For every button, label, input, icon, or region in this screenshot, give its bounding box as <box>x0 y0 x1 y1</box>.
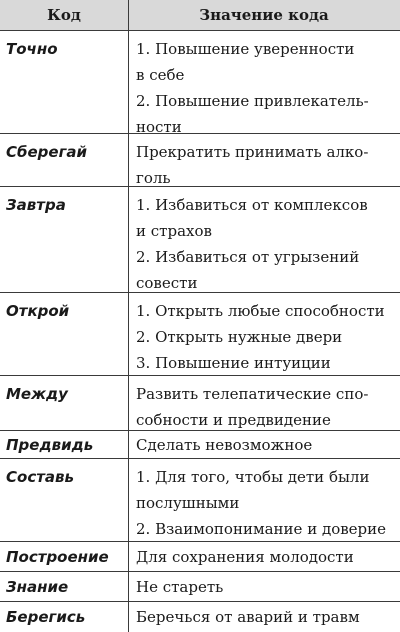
table-row <box>0 431 400 459</box>
table-row <box>0 31 400 134</box>
header-code: Код <box>47 6 81 24</box>
table-row <box>0 572 400 602</box>
table-row <box>0 459 400 542</box>
row-value: Развить телепатические спо- собности и предвидение <box>136 385 369 429</box>
table-header <box>0 0 400 31</box>
row-code: Составь <box>6 468 74 486</box>
row-code: Между <box>6 385 68 403</box>
row-code: Точно <box>6 40 58 58</box>
row-value: 1. Для того, чтобы дети были послушными 2. Взаимопонимание и доверие <box>136 468 387 538</box>
table-row <box>0 376 400 431</box>
row-code: Построение <box>6 548 109 566</box>
row-value: 1. Открыть любые способности 2. Открыть нужные двери 3. Повышение интуиции <box>136 302 385 372</box>
table-row <box>0 542 400 572</box>
row-code: Знание <box>6 578 69 596</box>
row-code: Берегись <box>6 608 86 626</box>
row-value: Для сохранения молодости <box>136 548 354 566</box>
row-value: Не стареть <box>136 578 224 596</box>
row-value: Беречься от аварий и травм <box>136 608 360 626</box>
row-value: Сделать невозможное <box>136 436 313 454</box>
row-value: Прекратить принимать алко- голь <box>136 143 369 187</box>
row-value: 1. Избавиться от комплексов и страхов 2. Избавиться от угрызений совести <box>136 196 368 292</box>
table-row <box>0 293 400 376</box>
row-code: Сберегай <box>6 143 88 161</box>
row-code: Предвидь <box>6 436 94 454</box>
row-code: Открой <box>6 302 70 320</box>
row-code: Завтра <box>6 196 66 214</box>
table-row <box>0 602 400 632</box>
table-row <box>0 134 400 187</box>
header-value: Значение кода <box>199 6 329 24</box>
table-row <box>0 187 400 293</box>
row-value: 1. Повышение уверенности в себе 2. Повышение привлекатель- ности <box>136 40 369 136</box>
